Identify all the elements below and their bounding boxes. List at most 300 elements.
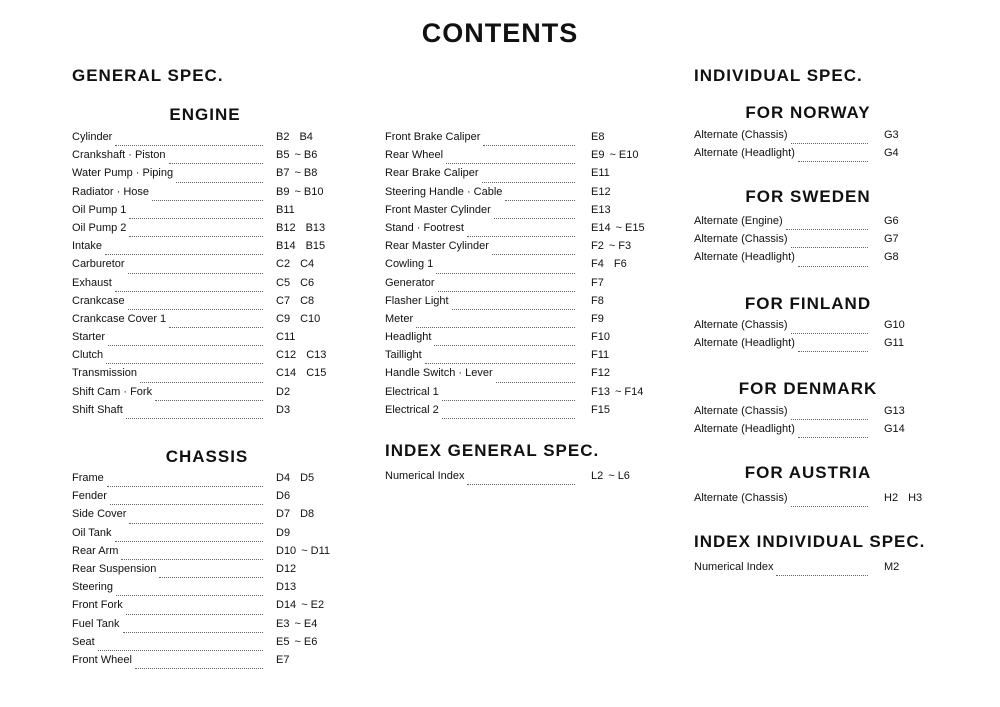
dot-leader — [496, 381, 575, 383]
toc-entry — [72, 490, 356, 508]
page-start: E12 — [591, 185, 611, 198]
page-start: F12 — [591, 367, 610, 380]
page-start: D7 — [276, 508, 291, 521]
dot-leader — [115, 540, 263, 542]
toc-entry-label: Taillight — [385, 349, 422, 362]
toc-entry-pages — [263, 295, 356, 307]
page-start: G3 — [884, 129, 899, 141]
toc-entry — [385, 167, 665, 185]
toc-entry-pages — [575, 131, 665, 143]
page-start: G7 — [884, 233, 899, 246]
dot-leader — [798, 350, 868, 352]
dot-leader — [128, 308, 263, 310]
toc-entry-pages — [263, 167, 356, 179]
toc-entry-label: Front Brake Caliper — [385, 131, 481, 143]
page-start: F13 — [591, 385, 610, 398]
toc-entry-pages — [575, 313, 665, 325]
toc-entry-pages — [263, 331, 356, 343]
page-start: G11 — [884, 337, 904, 350]
dot-leader — [105, 253, 263, 255]
toc-entry-pages — [868, 405, 944, 417]
page-end: C10 — [300, 312, 321, 325]
page-start: G4 — [884, 147, 899, 160]
dot-leader — [155, 399, 263, 401]
toc-entry — [385, 313, 665, 331]
page-start: G13 — [884, 405, 905, 417]
range-separator: ~ — [609, 149, 616, 162]
dot-leader — [505, 199, 575, 201]
page-start: G6 — [884, 215, 899, 227]
toc-entry-pages — [263, 222, 356, 234]
page-start: B9 — [276, 185, 290, 198]
page-start: C5 — [276, 276, 291, 289]
toc-entry-label: Radiator · Hose — [72, 185, 150, 198]
toc-entry-pages — [868, 319, 944, 331]
toc-entry — [72, 545, 356, 563]
toc-entry — [72, 367, 356, 385]
range-separator: ~ — [294, 617, 301, 630]
toc-entry-label: Alternate (Engine) — [694, 215, 783, 227]
toc-entry — [72, 508, 356, 526]
page-start: D9 — [276, 526, 291, 539]
dot-leader — [129, 522, 263, 524]
chassis-list — [72, 472, 356, 672]
toc-entry-pages — [263, 472, 356, 484]
range-separator: ~ — [608, 470, 615, 482]
toc-entry-label: Alternate (Headlight) — [694, 147, 795, 160]
index-individual-heading: INDEX INDIVIDUAL SPEC. — [694, 532, 926, 551]
toc-entry-pages — [575, 277, 665, 289]
range-separator: ~ — [301, 599, 308, 612]
toc-entry-pages — [868, 492, 944, 504]
toc-entry — [385, 204, 665, 222]
range-separator: ~ — [294, 167, 301, 180]
dot-leader — [126, 613, 263, 615]
toc-entry — [72, 277, 356, 295]
page-start: E13 — [591, 203, 611, 216]
range-separator: ~ — [608, 240, 616, 253]
toc-entry-label: Alternate (Headlight) — [694, 251, 795, 264]
dot-leader — [442, 399, 575, 401]
page-start: B11 — [276, 203, 295, 216]
toc-entry — [72, 313, 356, 331]
austria-heading: FOR AUSTRIA — [744, 463, 872, 482]
toc-entry — [385, 149, 665, 167]
index-general-list — [385, 470, 665, 488]
toc-entry — [385, 367, 665, 385]
toc-entry-pages — [868, 129, 944, 141]
toc-entry — [72, 599, 356, 617]
dot-leader — [135, 667, 263, 669]
toc-entry-pages — [868, 423, 944, 435]
toc-entry — [72, 331, 356, 349]
dot-leader — [791, 142, 868, 144]
toc-entry-pages — [868, 215, 944, 227]
page-end: D8 — [300, 508, 315, 521]
dot-leader — [176, 181, 263, 183]
toc-entry-pages — [575, 349, 665, 361]
dot-leader — [110, 503, 263, 505]
toc-entry-label: Oil Pump 1 — [72, 203, 127, 216]
toc-entry-pages — [868, 561, 944, 573]
toc-entry-label: Alternate (Chassis) — [694, 492, 788, 504]
toc-entry — [694, 147, 944, 165]
page-start: F11 — [591, 349, 610, 362]
dot-leader — [452, 308, 575, 310]
toc-entry-label: Crankcase Cover 1 — [72, 312, 167, 325]
toc-entry-label: Oil Tank — [72, 526, 112, 539]
toc-entry-pages — [575, 167, 665, 179]
dot-leader — [129, 235, 263, 237]
toc-entry — [385, 240, 665, 258]
toc-entry-label: Seat — [72, 635, 95, 648]
toc-entry-pages — [263, 490, 356, 502]
page-start: B14 — [276, 240, 296, 253]
page-start: D2 — [276, 385, 291, 398]
toc-entry — [72, 167, 356, 185]
range-separator: ~ — [294, 635, 301, 648]
dot-leader — [467, 235, 575, 237]
toc-entry-pages — [263, 654, 356, 666]
toc-entry-pages — [263, 258, 356, 270]
toc-entry-label: Alternate (Chassis) — [694, 319, 788, 331]
dot-leader — [434, 344, 575, 346]
toc-entry-label: Rear Wheel — [385, 149, 444, 162]
page-start: H2 — [884, 492, 899, 504]
toc-entry-pages — [263, 508, 356, 520]
toc-entry-label: Crankcase — [72, 294, 125, 307]
page-start: F2 — [591, 240, 604, 253]
toc-entry-pages — [263, 527, 356, 539]
page-start: F7 — [591, 276, 604, 289]
page-end: B8 — [303, 167, 318, 180]
page-start: C11 — [276, 331, 296, 344]
toc-entry — [72, 654, 356, 672]
toc-entry-label: Rear Brake Caliper — [385, 167, 479, 180]
page-start: B2 — [276, 131, 290, 143]
index-individual-list — [694, 561, 944, 579]
toc-entry-label: Steering — [72, 581, 113, 594]
dot-leader — [442, 417, 575, 419]
dot-leader — [776, 574, 868, 576]
range-separator: ~ — [294, 149, 301, 162]
finland-list — [694, 319, 944, 355]
page-start: L2 — [591, 470, 604, 482]
page-end: D11 — [310, 544, 330, 557]
dot-leader — [416, 326, 575, 328]
toc-entry — [385, 222, 665, 240]
toc-entry-label: Meter — [385, 312, 414, 325]
toc-entry — [72, 204, 356, 222]
engine-list — [72, 131, 356, 422]
dot-leader — [108, 344, 263, 346]
toc-entry-label: Handle Switch · Lever — [385, 367, 493, 380]
toc-entry — [385, 331, 665, 349]
toc-entry — [694, 319, 944, 337]
toc-entry-label: Fender — [72, 490, 107, 503]
range-separator: ~ — [294, 185, 301, 198]
dot-leader — [159, 576, 263, 578]
page-start: E8 — [591, 131, 605, 143]
chassis-heading: CHASSIS — [165, 447, 249, 466]
toc-entry-label: Alternate (Chassis) — [694, 405, 788, 417]
toc-entry — [72, 581, 356, 599]
toc-entry — [385, 404, 665, 422]
toc-entry-pages — [263, 204, 356, 216]
page-end: B15 — [305, 240, 326, 253]
norway-heading: FOR NORWAY — [745, 103, 871, 122]
toc-entry-label: Intake — [72, 240, 102, 253]
toc-entry — [385, 131, 665, 149]
toc-entry — [694, 251, 944, 269]
toc-entry-pages — [868, 337, 944, 349]
toc-entry-label: Side Cover — [72, 508, 127, 521]
range-separator: ~ — [301, 544, 308, 557]
toc-entry-label: Cylinder — [72, 131, 113, 143]
toc-entry-label: Alternate (Headlight) — [694, 423, 795, 436]
toc-entry-pages — [868, 147, 944, 159]
page-start: D13 — [276, 581, 297, 594]
page-start: F4 — [591, 258, 604, 271]
toc-entry-pages — [263, 131, 356, 143]
page-start: F10 — [591, 331, 610, 344]
toc-entry-label: Starter — [72, 331, 106, 344]
dot-leader — [116, 594, 263, 596]
dot-leader — [121, 558, 263, 560]
dot-leader — [140, 381, 263, 383]
page-start: G8 — [884, 251, 899, 264]
page-end: E10 — [618, 149, 639, 162]
toc-entry-pages — [263, 349, 356, 361]
page-start: E9 — [591, 149, 605, 162]
toc-entry-pages — [263, 545, 356, 557]
toc-entry-pages — [868, 233, 944, 245]
toc-entry — [72, 527, 356, 545]
toc-entry-label: Rear Arm — [72, 544, 119, 557]
toc-entry — [694, 129, 944, 147]
toc-entry-pages — [263, 404, 356, 416]
toc-entry — [694, 337, 944, 355]
page-end: E6 — [303, 635, 318, 648]
toc-entry-label: Rear Master Cylinder — [385, 240, 489, 253]
page-start: E3 — [276, 617, 290, 630]
page-end: C4 — [300, 258, 315, 271]
toc-entry — [72, 222, 356, 240]
page-title: CONTENTS — [421, 18, 579, 48]
dot-leader — [494, 217, 575, 219]
toc-entry-label: Fuel Tank — [72, 617, 120, 630]
page-start: C14 — [276, 367, 297, 380]
toc-entry — [72, 472, 356, 490]
toc-entry-label: Rear Suspension — [72, 562, 157, 575]
toc-entry — [72, 295, 356, 313]
toc-entry-label: Alternate (Headlight) — [694, 337, 795, 350]
toc-entry-pages — [575, 258, 665, 270]
dot-leader — [123, 631, 264, 633]
toc-entry-label: Frame — [72, 472, 104, 484]
toc-entry-label: Alternate (Chassis) — [694, 233, 788, 246]
toc-entry — [694, 492, 944, 510]
toc-entry — [72, 636, 356, 654]
toc-entry — [72, 618, 356, 636]
toc-entry — [385, 470, 665, 488]
toc-entry-label: Carburetor — [72, 258, 125, 271]
page-start: D6 — [276, 490, 291, 503]
dot-leader — [169, 326, 263, 328]
dot-leader — [791, 505, 868, 507]
page-start: C9 — [276, 312, 291, 325]
toc-entry-pages — [263, 149, 356, 161]
dot-leader — [791, 246, 868, 248]
toc-entry-label: Numerical Index — [694, 561, 774, 573]
toc-entry-pages — [263, 618, 356, 630]
toc-entry — [694, 405, 944, 423]
toc-entry — [694, 561, 944, 579]
general-spec-heading: GENERAL SPEC. — [72, 66, 224, 85]
page-end: F3 — [618, 240, 632, 253]
page-start: E7 — [276, 653, 290, 666]
toc-entry — [385, 295, 665, 313]
toc-entry-pages — [263, 599, 356, 611]
page-start: D12 — [276, 562, 297, 575]
page-end: C6 — [300, 276, 315, 289]
toc-entry-pages — [575, 186, 665, 198]
dot-leader — [786, 228, 868, 230]
dot-leader — [107, 485, 263, 487]
index-general-heading: INDEX GENERAL SPEC. — [385, 441, 600, 460]
toc-entry — [72, 404, 356, 422]
toc-entry — [72, 131, 356, 149]
page-end: F6 — [613, 258, 627, 271]
page-start: C12 — [276, 349, 297, 362]
page-start: F15 — [591, 403, 610, 416]
denmark-list — [694, 405, 944, 441]
engine-heading: ENGINE — [169, 105, 241, 124]
page-start: M2 — [884, 561, 900, 573]
toc-entry-label: Electrical 2 — [385, 403, 439, 416]
toc-entry-label: Steering Handle · Cable — [385, 185, 503, 198]
toc-entry — [385, 186, 665, 204]
toc-entry-label: Front Fork — [72, 599, 123, 612]
toc-entry — [694, 233, 944, 251]
finland-heading: FOR FINLAND — [744, 294, 872, 313]
toc-entry-pages — [263, 313, 356, 325]
toc-entry-pages — [263, 386, 356, 398]
norway-list — [694, 129, 944, 165]
dot-leader — [791, 332, 868, 334]
toc-entry-label: Crankshaft · Piston — [72, 149, 166, 162]
page-end: B6 — [303, 149, 318, 162]
toc-entry-pages — [575, 331, 665, 343]
page-start: B7 — [276, 167, 290, 180]
toc-entry-pages — [263, 563, 356, 575]
toc-entry-label: Flasher Light — [385, 294, 449, 307]
page-start: F9 — [591, 312, 604, 325]
page-end: C8 — [300, 294, 315, 307]
toc-entry — [385, 277, 665, 295]
individual-spec-heading: INDIVIDUAL SPEC. — [694, 66, 863, 85]
chassis-continued-list — [385, 131, 665, 422]
page-end: B4 — [299, 131, 313, 143]
toc-entry-pages — [575, 470, 665, 482]
dot-leader — [791, 418, 868, 420]
toc-entry-pages — [575, 295, 665, 307]
toc-entry-label: Numerical Index — [385, 470, 465, 482]
page-start: E11 — [591, 167, 610, 180]
toc-entry-label: Front Master Cylinder — [385, 203, 491, 216]
toc-entry-label: Headlight — [385, 331, 432, 344]
toc-entry-pages — [575, 386, 665, 398]
toc-entry-label: Shift Shaft — [72, 403, 123, 416]
toc-entry-pages — [575, 149, 665, 161]
dot-leader — [438, 290, 575, 292]
sweden-heading: FOR SWEDEN — [745, 187, 871, 206]
toc-entry-pages — [575, 204, 665, 216]
page-end: F14 — [624, 385, 644, 398]
range-separator: ~ — [615, 221, 623, 234]
toc-entry-pages — [575, 240, 665, 252]
dot-leader — [152, 199, 263, 201]
toc-entry — [694, 423, 944, 441]
toc-entry — [72, 149, 356, 167]
toc-entry-label: Clutch — [72, 349, 104, 362]
toc-entry — [72, 186, 356, 204]
dot-leader — [482, 181, 575, 183]
dot-leader — [798, 160, 868, 162]
toc-entry-pages — [263, 581, 356, 593]
toc-entry-pages — [575, 404, 665, 416]
toc-entry-label: Generator — [385, 276, 435, 289]
toc-entry-pages — [263, 367, 356, 379]
page-end: B13 — [305, 221, 326, 234]
page-end: E15 — [625, 221, 645, 234]
toc-entry-label: Shift Cam · Fork — [72, 385, 153, 398]
page-end: B10 — [303, 185, 324, 198]
dot-leader — [492, 253, 575, 255]
dot-leader — [425, 362, 575, 364]
dot-leader — [106, 362, 263, 364]
dot-leader — [129, 217, 263, 219]
toc-entry-pages — [868, 251, 944, 263]
toc-entry-pages — [575, 367, 665, 379]
toc-entry-pages — [263, 240, 356, 252]
dot-leader — [483, 144, 575, 146]
toc-entry — [385, 258, 665, 276]
page-start: D4 — [276, 472, 291, 484]
page-end: L6 — [617, 470, 630, 482]
page-start: D14 — [276, 599, 297, 612]
dot-leader — [169, 162, 263, 164]
toc-entry-pages — [263, 186, 356, 198]
sweden-list — [694, 215, 944, 270]
range-separator: ~ — [614, 385, 622, 398]
toc-entry — [72, 386, 356, 404]
page-end: C15 — [306, 367, 327, 380]
denmark-heading: FOR DENMARK — [738, 379, 878, 398]
toc-entry-label: Electrical 1 — [385, 385, 439, 398]
page-end: E4 — [303, 617, 318, 630]
page-end: H3 — [908, 492, 923, 504]
dot-leader — [128, 272, 263, 274]
dot-leader — [798, 265, 868, 267]
toc-entry-pages — [263, 636, 356, 648]
page-start: E5 — [276, 635, 290, 648]
page-start: B5 — [276, 149, 290, 162]
toc-entry — [385, 386, 665, 404]
toc-entry-label: Oil Pump 2 — [72, 221, 127, 234]
dot-leader — [115, 144, 263, 146]
page-start: D10 — [276, 544, 297, 557]
